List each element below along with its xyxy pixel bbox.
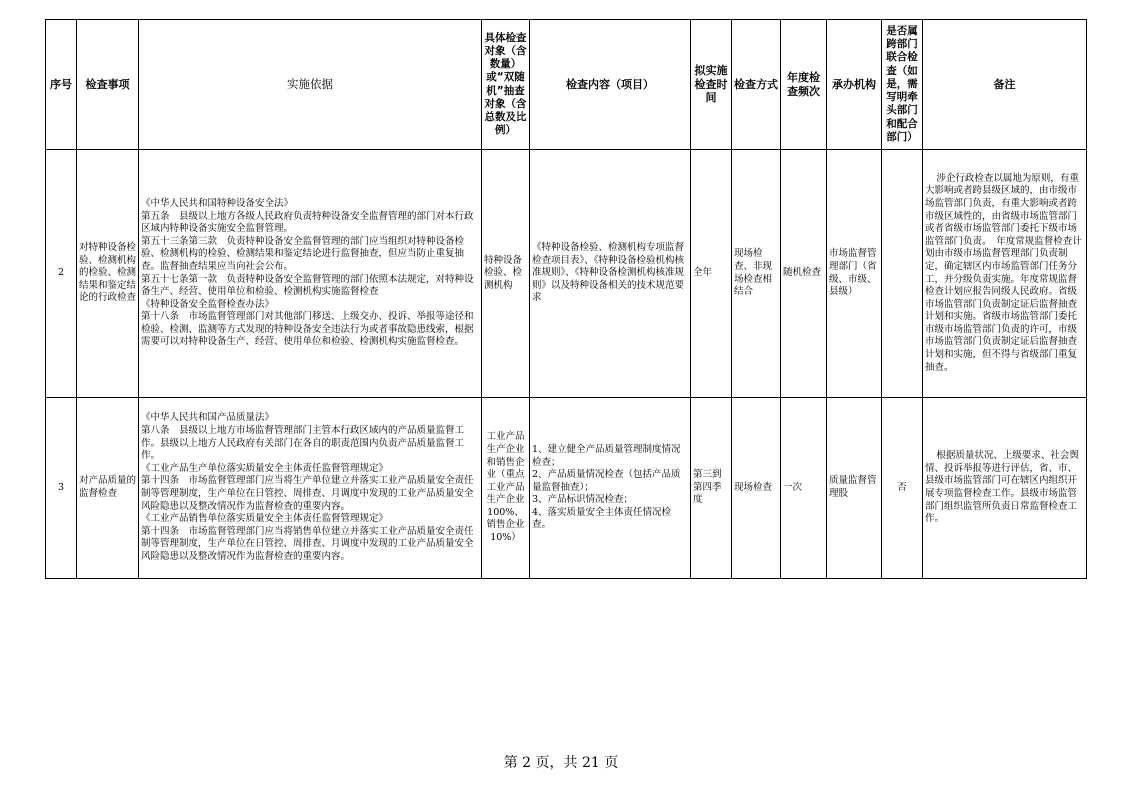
header-row [46, 20, 1087, 150]
cell-content [530, 398, 691, 579]
remark-text: 涉企行政检查以属地为原则，有重大影响或者跨县级区域的，由市级市场监管部门负责，有重大影响或者跨市级区域性的，由省级市场监管部门或者省级市场监管部门委托下级市场监管部门负责。 年度常规监督检查计划由市级市场监督管理部门负责制定，确定辖区内市场监管部门任务分工，并分级负责实施。年度常规监督检查计划应报告同级人民政府。省级市场监管部门负责制定证后监督抽查计划和实施。省级市场监管部门委托市级市场监管部门负责的许可，市级市场监管部门负责制定证后监督抽查计划和实施，但不得与省级部门重复抽查。 [925, 172, 1082, 373]
cell-org: 市场监督管理部门（省级、市级、县级） [827, 150, 882, 398]
content-text: 《特种设备检验、检测机构专项监督检查项目表》、《特种设备检验机构核准规则》、《特种设备检测机构核准规则》以及特种设备相关的技术规范要求 [532, 242, 685, 304]
cell-target: 工业产品生产企业和销售企业（重点工业产品生产企业100%、销售企业10%） [482, 398, 530, 579]
header-joint: 是否属跨部门联合检查（如是，需写明牵头部门和配合部门） [882, 20, 923, 150]
header-seq: 序号 [46, 20, 77, 150]
cell-method: 现场检查 [732, 398, 781, 579]
cell-time: 第三到第四季度 [691, 398, 732, 579]
inspection-table [45, 19, 1087, 579]
cell-target: 特种设备检验、检测机构 [482, 150, 530, 398]
cell-seq: 2 [46, 150, 77, 398]
header-freq: 年度检查频次 [781, 20, 827, 150]
cell-basis [139, 398, 482, 579]
cell-joint [882, 150, 923, 398]
cell-content [530, 150, 691, 398]
basis-text: 《中华人民共和国产品质量法》 第八条 县级以上地方市场监督管理部门主管本行政区域内的产品质量监督工作。县级以上地方人民政府有关部门在各自的职责范围内负责产品质量监督工作。 《工业产品生产单位落实质量安全主体责任监督管理规定》 第十四条 市场监督管理部门应当将生产单位建立并落实工业产品质量安全责任制等管理制度，生产单位在日管控、周排查、月调度中发现的工业产品质量安全风险隐患以及整改情况作为监督检查的重要内容。 《工业产品销售单位落实质量安全主体责任监督管理规定》 第十四条 市场监督管理部门应当将销售单位建立并落实工业产品质量安全责任制等管理制度，生产单位在日管控、周排查、月调度中发现的工业产品质量安全风险隐患以及整改情况作为监督检查的重要内容。 [141, 412, 474, 562]
header-basis: 实施依据 [139, 20, 482, 150]
cell-joint: 否 [882, 398, 923, 579]
cell-freq: 一次 [781, 398, 827, 579]
cell-item: 对特种设备检验、检测机构的检验、检测结果和鉴定结论的行政检查 [77, 150, 139, 398]
cell-freq: 随机检查 [781, 150, 827, 398]
content-text: 1、建立健全产品质量管理制度情况检查； 2、产品质量情况检查（包括产品质量监督抽查）； 3、产品标识情况检查； 4、落实质量安全主体责任情况检查。 [532, 443, 681, 531]
header-content: 检查内容（项目） [530, 20, 691, 150]
cell-method: 现场检查、非现场检查相结合 [732, 150, 781, 398]
page-footer: 第 2 页，共 21 页 [503, 755, 619, 771]
cell-basis [139, 150, 482, 398]
header-org: 承办机构 [827, 20, 882, 150]
basis-text: 《中华人民共和国特种设备安全法》 第五条 县级以上地方各级人民政府负责特种设备安全监督管理的部门对本行政区域内特种设备实施安全监督管理。 第五十三条第三款 负责特种设备安全监督管理的部门应当组织对特种设备检验、检测机构的检验、检测结果和鉴定结论进行监督抽查，但应当防止重复抽查。监督抽查结果应当向社会公布。 第五十七条第一款 负责特种设备安全监督管理的部门依照本法规定，对特种设备生产、经营、使用单位和检验、检测机构实施监督检查 《特种设备安全监督检查办法》 第十八条 市场监督管理部门对其他部门移送、上级交办、投诉、举报等途径和检验、检测、监测等方式发现的特种设备安全违法行为或者事故隐患线索，根据需要可以对特种设备生产、经营、使用单位和检验、检测机构实施监督检查。 [141, 197, 474, 348]
header-method: 检查方式 [732, 20, 781, 150]
header-remark: 备注 [923, 20, 1087, 150]
header-time: 拟实施检查时间 [691, 20, 732, 150]
cell-time: 全年 [691, 150, 732, 398]
cell-remark [923, 398, 1087, 579]
header-target: 具体检查对象（含数量）或“双随机”抽查对象（含总数及比例） [482, 20, 530, 150]
cell-org: 质量监督管理股 [827, 398, 882, 579]
cell-remark [923, 150, 1087, 398]
cell-item: 对产品质量的监督检查 [77, 398, 139, 579]
remark-text: 根据质量状况、上级要求、社会舆情、投诉举报等进行评估，省、市、县级市场监管部门可在辖区内组织开展专项监督检查工作。县级市场监管部门组织监管所负责日常监督检查工作。 [925, 450, 1079, 525]
header-item: 检查事项 [77, 20, 139, 150]
table-row [46, 150, 1087, 398]
cell-seq: 3 [46, 398, 77, 579]
table-row [46, 398, 1087, 579]
